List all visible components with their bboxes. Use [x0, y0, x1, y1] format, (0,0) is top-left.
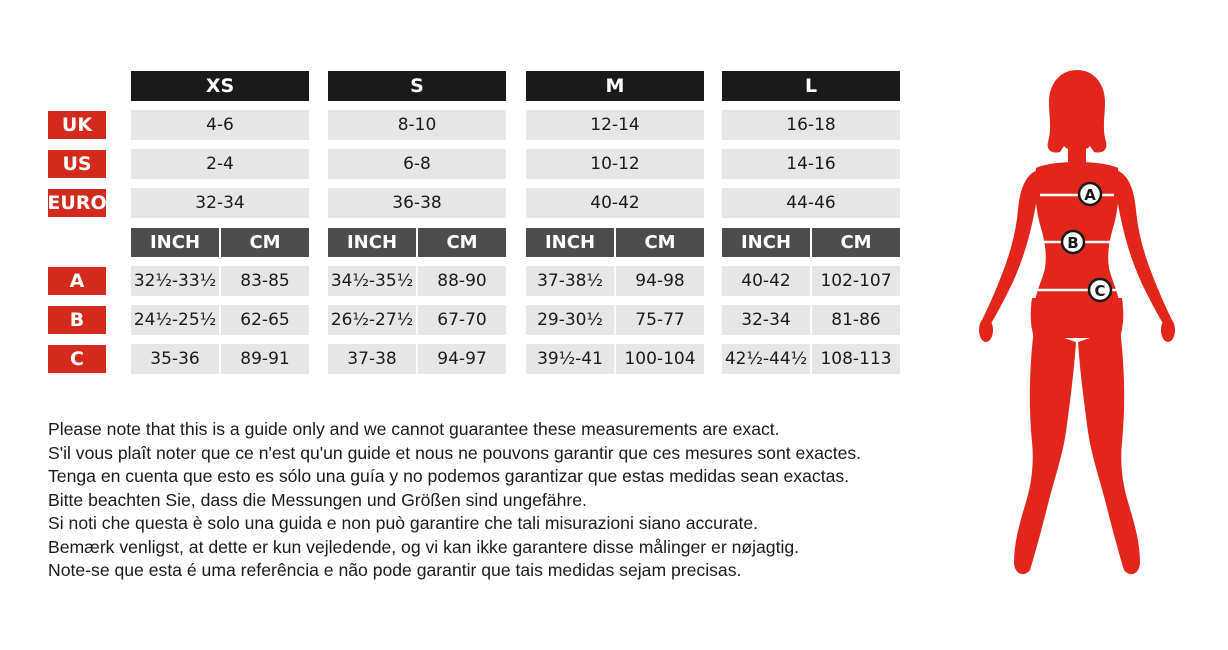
cell-xs-b-cm: 62-65	[221, 305, 309, 335]
size-header-xs: XS	[131, 71, 309, 101]
unit-header-l-cm: CM	[812, 228, 900, 257]
row-label-a: A	[48, 267, 106, 295]
marker-b-label: B	[1067, 234, 1079, 252]
cell-m-a-cm: 94-98	[616, 266, 704, 296]
cell-xs-c-cm: 89-91	[221, 344, 309, 374]
cell-xs-uk: 4-6	[131, 110, 309, 140]
cell-s-a-cm: 88-90	[418, 266, 506, 296]
note-danish: Bemærk venligst, at dette er kun vejledende, og vi kan ikke garantere disse målinger er nøjagtig.	[48, 536, 800, 557]
cell-l-a-cm: 102-107	[812, 266, 900, 296]
cell-xs-a-inch: 32½-33½	[131, 266, 219, 296]
cell-s-uk: 8-10	[328, 110, 506, 140]
cell-m-a-inch: 37-38½	[526, 266, 614, 296]
cell-xs-euro: 32-34	[131, 188, 309, 218]
unit-header-xs-cm: CM	[221, 228, 309, 257]
marker-c-label: C	[1094, 282, 1106, 300]
cell-l-uk: 16-18	[722, 110, 900, 140]
unit-header-s-cm: CM	[418, 228, 506, 257]
cell-s-b-inch: 26½-27½	[328, 305, 416, 335]
cell-m-b-inch: 29-30½	[526, 305, 614, 335]
cell-m-b-cm: 75-77	[616, 305, 704, 335]
cell-xs-us: 2-4	[131, 149, 309, 179]
cell-l-b-cm: 81-86	[812, 305, 900, 335]
disclaimer-notes	[48, 418, 948, 583]
cell-l-euro: 44-46	[722, 188, 900, 218]
cell-l-c-inch: 42½-44½	[722, 344, 810, 374]
size-header-m: M	[526, 71, 704, 101]
cell-s-c-inch: 37-38	[328, 344, 416, 374]
cell-l-c-cm: 108-113	[812, 344, 900, 374]
cell-m-us: 10-12	[526, 149, 704, 179]
cell-xs-a-cm: 83-85	[221, 266, 309, 296]
marker-a	[1079, 183, 1101, 205]
cell-xs-c-inch: 35-36	[131, 344, 219, 374]
cell-s-euro: 36-38	[328, 188, 506, 218]
unit-header-m-cm: CM	[616, 228, 704, 257]
silhouette-body	[979, 70, 1175, 574]
cell-m-c-inch: 39½-41	[526, 344, 614, 374]
unit-header-s-inch: INCH	[328, 228, 416, 257]
size-header-l: L	[722, 71, 900, 101]
cell-m-euro: 40-42	[526, 188, 704, 218]
note-english: Please note that this is a guide only and we cannot guarantee these measurements are exact.	[48, 419, 780, 439]
row-label-euro: EURO	[48, 189, 106, 217]
row-label-c: C	[48, 345, 106, 373]
note-portuguese: Note-se que esta é uma referência e não pode garantir que tais medidas sejam precisas.	[48, 560, 742, 580]
cell-s-b-cm: 67-70	[418, 305, 506, 335]
female-silhouette-icon	[970, 62, 1184, 584]
cell-s-a-inch: 34½-35½	[328, 266, 416, 296]
row-label-us: US	[48, 150, 106, 178]
size-header-s: S	[328, 71, 506, 101]
marker-b	[1062, 231, 1084, 253]
marker-a-label: A	[1084, 186, 1096, 204]
note-spanish: Tenga en cuenta que esto es sólo una guía y no podemos garantizar que estas medidas sean exactas.	[48, 466, 850, 486]
cell-s-us: 6-8	[328, 149, 506, 179]
marker-c	[1089, 279, 1111, 301]
row-label-b: B	[48, 306, 106, 334]
cell-l-b-inch: 32-34	[722, 305, 810, 335]
unit-header-l-inch: INCH	[722, 228, 810, 257]
note-german: Bitte beachten Sie, dass die Messungen und Größen sind ungefähre.	[48, 489, 587, 510]
unit-header-xs-inch: INCH	[131, 228, 219, 257]
cell-l-a-inch: 40-42	[722, 266, 810, 296]
cell-l-us: 14-16	[722, 149, 900, 179]
unit-header-m-inch: INCH	[526, 228, 614, 257]
cell-m-c-cm: 100-104	[616, 344, 704, 374]
row-label-uk: UK	[48, 111, 106, 139]
note-french: S'il vous plaît noter que ce n'est qu'un guide et nous ne pouvons garantir que ces mesures sont exactes.	[48, 442, 862, 463]
cell-m-uk: 12-14	[526, 110, 704, 140]
cell-xs-b-inch: 24½-25½	[131, 305, 219, 335]
note-italian: Si noti che questa è solo una guida e non può garantire che tali misurazioni siano accurate.	[48, 513, 759, 533]
cell-s-c-cm: 94-97	[418, 344, 506, 374]
